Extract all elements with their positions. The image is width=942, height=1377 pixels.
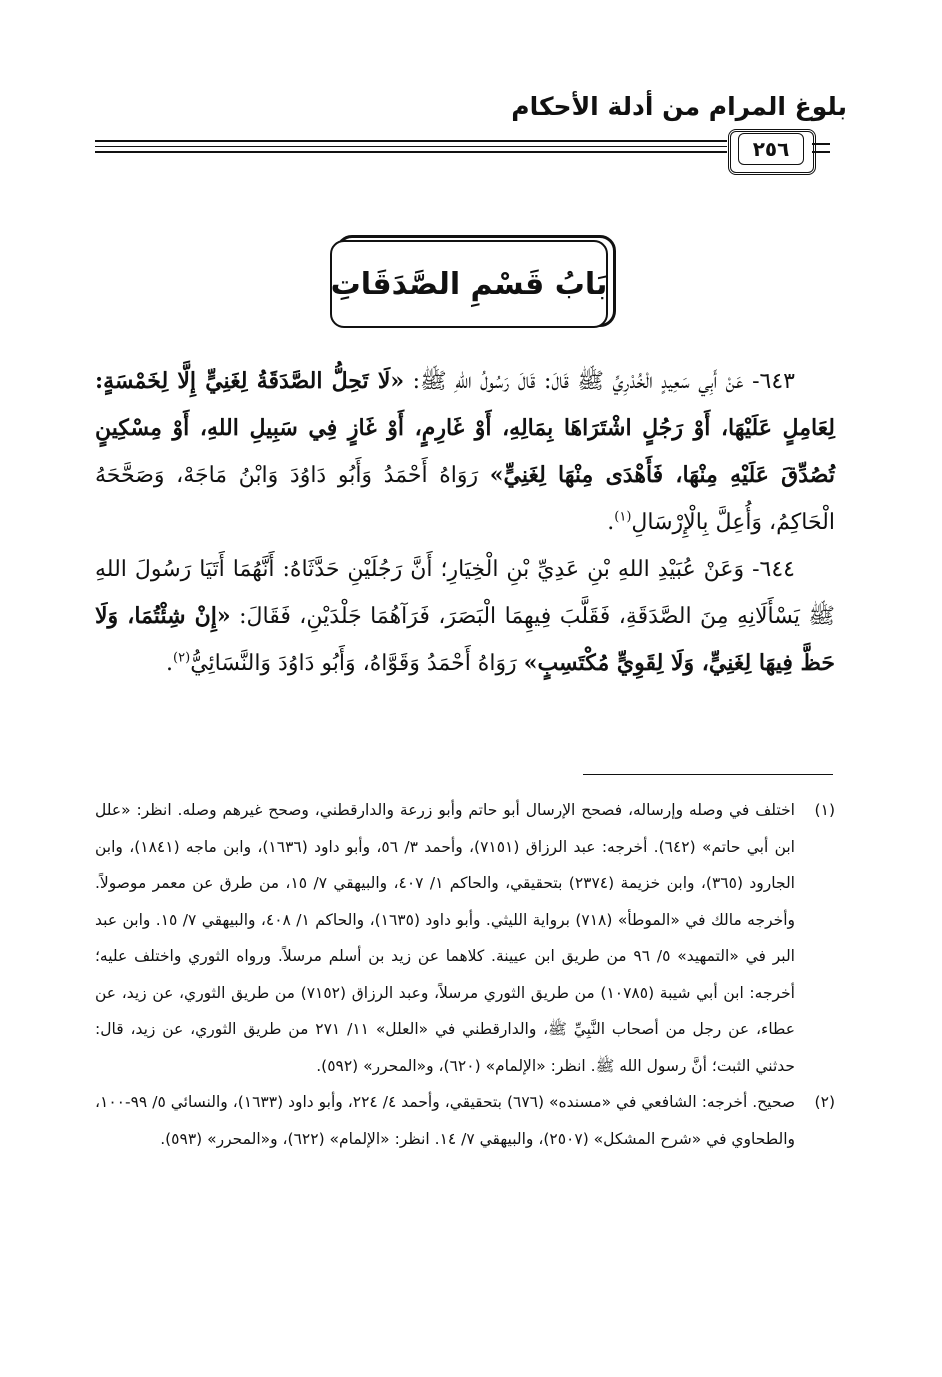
hadith-text: «لَا تَحِلُّ الصَّدَقَةُ لِغَنِيٍّ إِلَّا لِخَمْسَةٍ: لِعَامِلٍ عَلَيْهَا، أَوْ رَجُلٍ اشْتَرَاهَا بِمَالِهِ، أَوْ غَارِمٍ، أَوْ غَازٍ فِي سَبِيلِ اللهِ، أَوْ مِسْكِينٍ تُصُدِّقَ عَلَيْهِ مِنْهَا، فَأَهْدَى مِنْهَا لِغَنِيٍّ» xyxy=(95,368,835,488)
footnote-reference: (٢) xyxy=(173,650,191,666)
header-rule-middle xyxy=(95,146,727,147)
hadith-intro: - وَعَنْ عُبَيْدِ اللهِ بْنِ عَدِيِّ بْنِ الْخِيَارِ؛ أَنَّ رَجُلَيْنِ حَدَّثَاهُ: أَنَّهُمَا أَتَيَا رَسُولَ اللهِ ﷺ يَسْأَلَانِهِ مِنَ الصَّدَقَةِ، فَقَلَّبَ فِيهِمَا الْبَصَرَ، فَرَآهُمَا جَلْدَيْنِ، فَقَالَ: xyxy=(95,557,835,629)
footnote-mark: (٢) xyxy=(814,1093,835,1111)
footnotes xyxy=(95,792,835,1157)
hadith-number: ٦٤٣ xyxy=(759,369,795,394)
footnote xyxy=(95,1084,835,1157)
footnote-text: صحيح. أخرجه: الشافعي في «مسنده» (٦٧٦) بتحقيقي، وأحمد ٤/ ٢٢٤، وأبو داود (١٦٣٣)، والنسائي ٥/ ٩٩-١٠٠، والطحاوي في «شرح المشكل» (٢٥٠٧)، والبيهقي ٧/ ١٤. انظر: «الإلمام» (٦٢٢)، و«المحرر» (٥٩٣). xyxy=(95,1093,795,1148)
chapter-title-frame xyxy=(330,240,608,328)
footnote-mark: (١) xyxy=(814,801,835,819)
hadith-paragraph xyxy=(95,358,835,546)
header-rule-bottom xyxy=(95,151,727,153)
book-title: بلوغ المرام من أدلة الأحكام xyxy=(511,92,847,121)
hadith-source: رَوَاهُ أَحْمَدُ وَقَوَّاهُ، وَأَبُو دَاوُدَ وَالنَّسَائِيُّ xyxy=(190,651,524,676)
hadith-number: ٦٤٤ xyxy=(759,557,795,582)
hadith-paragraph xyxy=(95,546,835,687)
hadith-end: . xyxy=(166,651,174,676)
hadith-intro: - عَنْ أَبِي سَعِيدٍ الْخُدْرِيِّ ﷺ قَالَ: قَالَ رَسُولُ اللهِ ﷺ: xyxy=(404,369,760,394)
hadith-source: رَوَاهُ أَحْمَدُ وَأَبُو دَاوُدَ وَابْنُ مَاجَهْ، وَصَحَّحَهُ الْحَاكِمُ، وَأُعِلَّ بِالْإِرْسَالِ xyxy=(95,463,835,535)
hadith-text: «إِنْ شِئْتُمَا، وَلَا حَظَّ فِيهَا لِغَنِيٍّ، وَلَا لِقَوِيٍّ مُكْتَسِبٍ» xyxy=(95,603,835,676)
page-number: ٢٥٦ xyxy=(738,133,804,165)
footnote-separator xyxy=(583,774,833,775)
header-rule-top xyxy=(95,140,727,142)
hadith-end: . xyxy=(607,510,615,535)
footnote-text: اختلف في وصله وإرساله، فصحح الإرسال أبو حاتم وأبو زرعة والدارقطني، وصحح غيرهم وصله. انظر: «علل ابن أبي حاتم» (٦٤٢). أخرجه: عبد الرزاق (٧١٥١)، وأحمد ٣/ ٥٦، وأبو داود (١٦٣٦)، وابن ماجه (١٨٤١)، وابن الجارود (٣٦٥)، وابن خزيمة (٢٣٧٤) بتحقيقي، والحاكم ١/ ٤٠٧، والبيهقي ٧/ ١٥، من طرق عن معمر موصولاً. وأخرجه مالك في «الموطأ» (٧١٨) برواية الليثي. وأبو داود (١٦٣٥)، والحاكم ١/ ٤٠٨، والبيهقي ٧/ ١٥. وابن عبد البر في «التمهيد» ٥/ ٩٦ من طريق ابن عيينة. كلاهما عن زيد بن أسلم مرسلاً. ورواه الثوري واختلف عليه؛ أخرجه: ابن أبي شيبة (١٠٧٨٥) من طريق الثوري مرسلاً، وعبد الرزاق (٧١٥٢) من طريق الثوري، عن زيد، عن عطاء، عن رجل من أصحاب النَّبِيِّ ﷺ، والدارقطني في «العلل» ١١/ ٢٧١ من طريق الثوري، عن زيد، قال: حدثني الثبت؛ أنَّ رسول الله ﷺ. انظر: «الإلمام» (٦٢٠)، و«المحرر» (٥٩٢). xyxy=(95,801,796,1075)
footnote-reference: (١) xyxy=(614,509,632,525)
main-text xyxy=(95,358,835,687)
chapter-title: بَابُ قَسْمِ الصَّدَقَاتِ xyxy=(330,266,608,302)
footnote xyxy=(95,792,835,1084)
